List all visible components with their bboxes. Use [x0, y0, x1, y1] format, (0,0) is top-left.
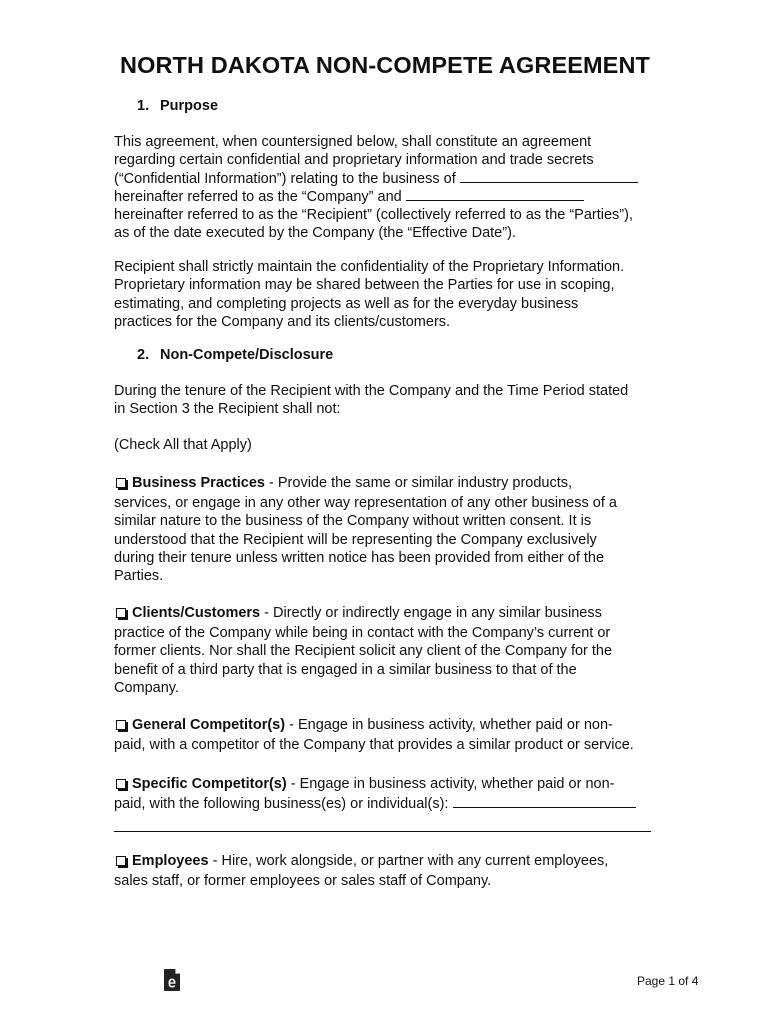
- purpose-paragraph-1: [114, 133, 674, 243]
- eforms-logo-icon: [163, 968, 181, 992]
- option-specific-competitor: [114, 773, 674, 813]
- intro-line: in Section 3 the Recipient shall not:: [114, 401, 341, 418]
- section-1-number: 1.: [137, 98, 150, 114]
- section-2-heading: [137, 347, 333, 363]
- option-line: understood that the Recipient will be representing the Company exclusively: [114, 531, 597, 548]
- recipient-name-blank[interactable]: [406, 188, 584, 201]
- checkbox-icon[interactable]: [116, 478, 126, 488]
- option-general-competitor: [114, 714, 674, 754]
- option-first-line: [114, 714, 674, 736]
- option-line: services, or engage in any other way representation of any other business of a: [114, 495, 617, 511]
- checkbox-icon[interactable]: [116, 608, 126, 618]
- purpose-line: Proprietary information may be shared between the Parties for use in scoping,: [114, 277, 615, 294]
- purpose-line: as of the date executed by the Company (the “Effective Date”).: [114, 225, 516, 242]
- checkbox-icon[interactable]: [116, 720, 126, 730]
- purpose-line: practices for the Company and its clients/customers.: [114, 313, 451, 330]
- purpose-paragraph-2: [114, 258, 674, 331]
- check-all-note: (Check All that Apply): [114, 437, 252, 453]
- option-text: - Engage in business activity, whether paid or non-: [290, 776, 615, 792]
- option-employees: [114, 850, 674, 890]
- purpose-line: [114, 188, 674, 206]
- option-line: Company.: [114, 679, 180, 696]
- option-line: paid, with a competitor of the Company that provides a similar product or service.: [114, 737, 634, 753]
- intro-line: During the tenure of the Recipient with the Company and the Time Period stated: [114, 383, 629, 399]
- option-line: benefit of a third party that is engaged in a similar business to that of the: [114, 661, 577, 678]
- option-line: Parties.: [114, 568, 164, 585]
- page-number: Page 1 of 4: [637, 974, 699, 988]
- purpose-line: hereinafter referred to as the “Recipient” (collectively referred to as the “Parties”),: [114, 207, 633, 224]
- option-first-line: [114, 472, 674, 494]
- option-label: Clients/Customers: [132, 605, 261, 621]
- option-line: former clients. Nor shall the Recipient solicit any client of the Company for the: [114, 643, 613, 660]
- option-line: sales staff, or former employees or sales staff of Company.: [114, 873, 492, 889]
- competitor-name-blank-line[interactable]: [114, 831, 651, 832]
- option-label: Business Practices: [132, 475, 265, 491]
- company-name-blank[interactable]: [460, 170, 638, 183]
- purpose-line-text: hereinafter referred to as the “Company” and: [114, 188, 402, 205]
- option-clients-customers: [114, 602, 674, 697]
- section-1-heading: [137, 98, 218, 114]
- option-line: practice of the Company while being in contact with the Company’s current or: [114, 625, 611, 641]
- section-2-number: 2.: [137, 347, 150, 363]
- option-label: Employees: [132, 853, 209, 869]
- noncompete-intro: [114, 382, 674, 419]
- option-line: similar nature to the business of the Company without written consent. It is: [114, 513, 592, 530]
- option-first-line: [114, 773, 674, 795]
- purpose-line: [114, 170, 674, 188]
- option-business-practices: [114, 472, 674, 585]
- purpose-line: This agreement, when countersigned below, shall constitute an agreement: [114, 134, 592, 150]
- checkbox-icon[interactable]: [116, 779, 126, 789]
- section-1-title: Purpose: [160, 98, 219, 114]
- option-label: Specific Competitor(s): [132, 776, 287, 792]
- purpose-line-text: (“Confidential Information”) relating to the business of: [114, 170, 456, 187]
- option-line: [114, 795, 674, 813]
- purpose-line: Recipient shall strictly maintain the confidentiality of the Proprietary Information.: [114, 259, 625, 275]
- competitor-name-blank[interactable]: [453, 795, 636, 808]
- option-text: - Engage in business activity, whether paid or non-: [289, 717, 613, 733]
- option-text: - Provide the same or similar industry products,: [269, 475, 573, 491]
- purpose-line: regarding certain confidential and proprietary information and trade secrets: [114, 152, 594, 169]
- option-text: paid, with the following business(es) or individual(s):: [114, 796, 449, 812]
- option-first-line: [114, 602, 674, 624]
- option-first-line: [114, 850, 674, 872]
- option-label: General Competitor(s): [132, 717, 286, 733]
- option-text: - Hire, work alongside, or partner with any current employees,: [212, 853, 609, 869]
- document-title: NORTH DAKOTA NON-COMPETE AGREEMENT: [120, 52, 650, 78]
- section-2-title: Non-Compete/Disclosure: [160, 347, 334, 363]
- purpose-line: estimating, and completing projects as well as for the everyday business: [114, 295, 579, 312]
- option-line: during their tenure unless written notice has been provided from either of the: [114, 549, 605, 566]
- checkbox-icon[interactable]: [116, 856, 126, 866]
- option-text: - Directly or indirectly engage in any similar business: [264, 605, 602, 621]
